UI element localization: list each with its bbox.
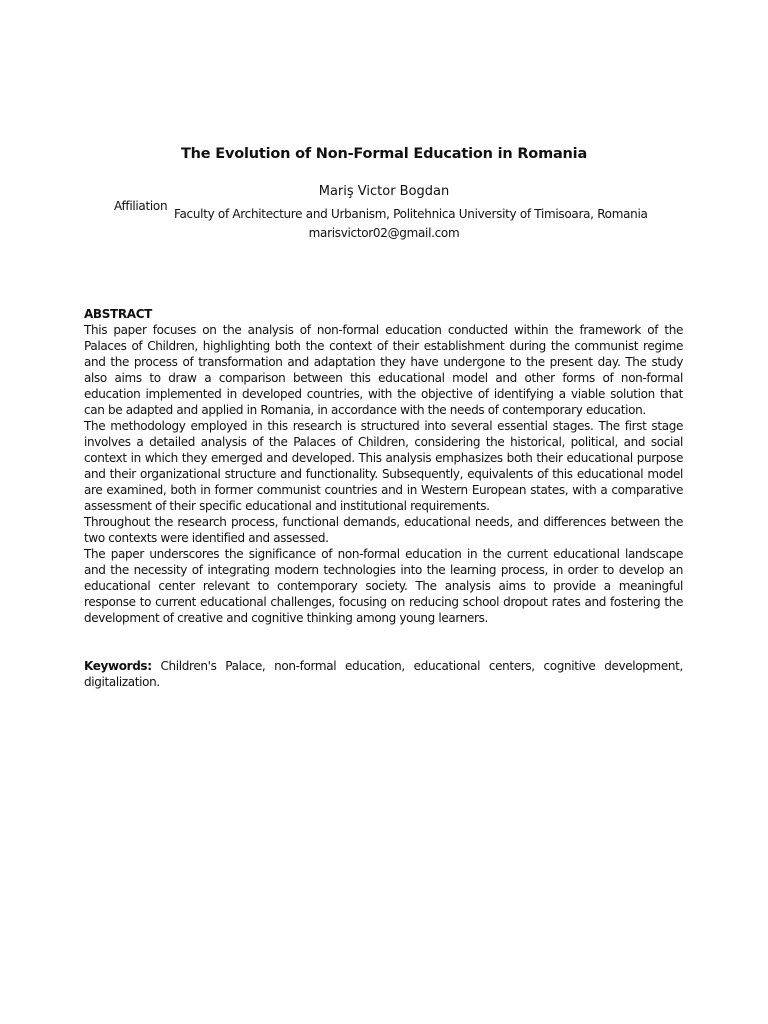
keywords-section: [84, 658, 683, 690]
abstract-paragraph: The paper underscores the significance of non-formal education in the current educational landscape and the necessity of integrating modern technologies into the learning process, in order to develop an educational center relevant to contemporary society. The analysis aims to provide a meaningful response to current educational challenges, focusing on reducing school dropout rates and fostering the development of creative and cognitive thinking among young learners.: [84, 547, 683, 625]
abstract-heading: ABSTRACT: [84, 307, 152, 321]
affiliation-label: Affiliation: [114, 199, 168, 213]
abstract-paragraph: Throughout the research process, functional demands, educational needs, and differences between the two contexts were identified and assessed.: [84, 515, 683, 545]
author-name: Mariş Victor Bogdan: [318, 184, 450, 199]
abstract-paragraph: This paper focuses on the analysis of non-formal education conducted within the framework of the Palaces of Children, highlighting both the context of their establishment during the communist regime and the process of transformation and adaptation they have undergone to the present day. The study also aims to draw a comparison between this educational model and other forms of non-formal education implemented in developed countries, with the objective of identifying a viable solution that can be adapted and applied in Romania, in accordance with the needs of contemporary education.: [84, 323, 683, 417]
keywords-text: Children's Palace, non-formal education, educational centers, cognitive development, digitalization.: [84, 659, 683, 689]
affiliation-text: Faculty of Architecture and Urbanism, Politehnica University of Timisoara, Romania: [174, 207, 648, 221]
paper-title: The Evolution of Non-Formal Education in Romania: [180, 146, 588, 162]
author-email: marisvictor02@gmail.com: [308, 226, 460, 240]
keywords-label: Keywords:: [84, 659, 152, 673]
abstract-paragraph: The methodology employed in this research is structured into several essential stages. The first stage involves a detailed analysis of the Palaces of Children, considering the historical, political, and social context in which they emerged and developed. This analysis emphasizes both their educational purpose and their organizational structure and functionality. Subsequently, equivalents of this educational model are examined, both in former communist countries and in Western European states, with a comparative assessment of their specific educational and institutional requirements.: [84, 419, 683, 513]
abstract-section: [84, 306, 683, 626]
